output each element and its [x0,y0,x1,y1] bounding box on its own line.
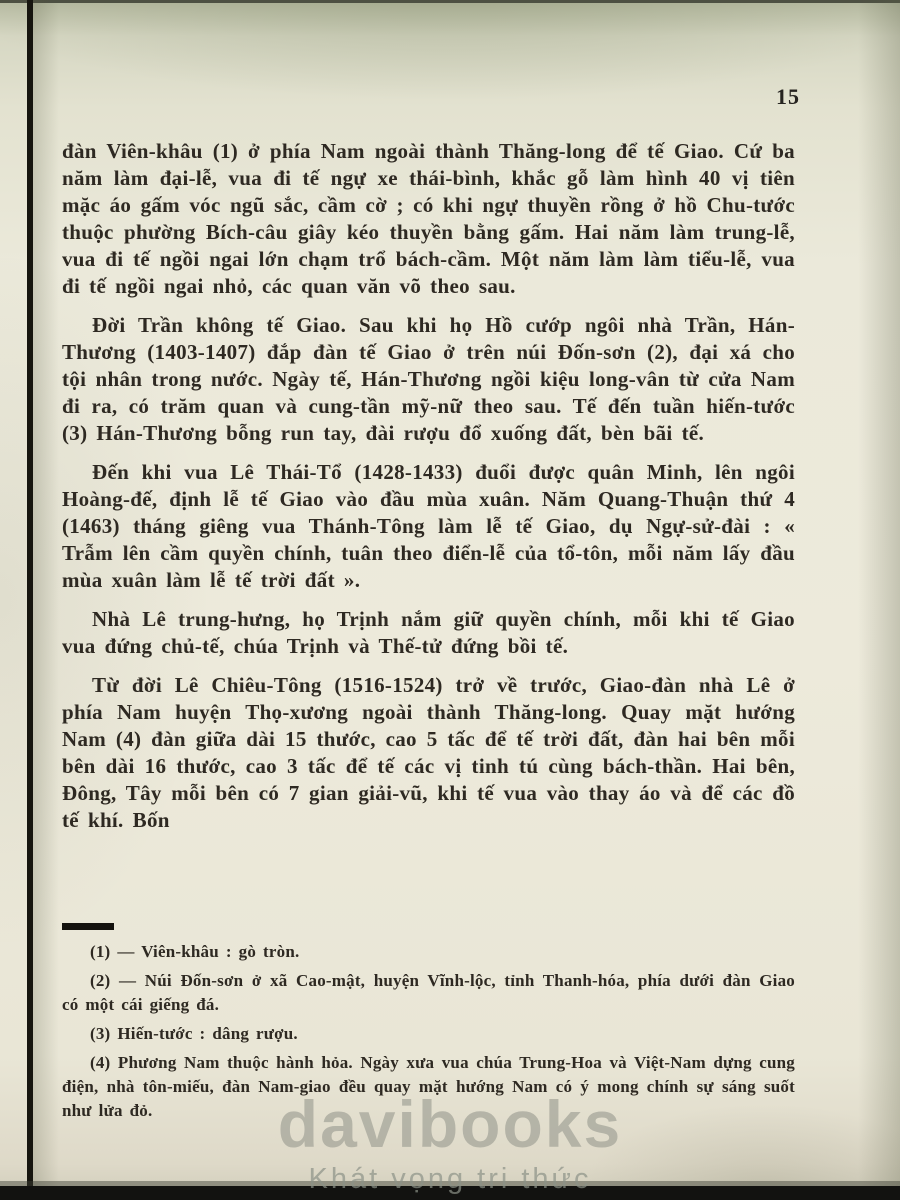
watermark-tagline: Khát vọng tri thức [308,1163,592,1195]
footnote: (1) — Viên-khâu : gò tròn. [90,942,300,961]
paragraph: Đời Trần không tế Giao. Sau khi họ Hồ cướp ngôi nhà Trần, Hán-Thương (1403-1407) đắp đàn tế Giao ở trên núi Đốn-sơn (2), đại xá cho tội nhân trong nước. Ngày tế, Hán-Thương ngồi kiệu long-vân từ cửa Nam đi ra, có trăm quan và cung-tần mỹ-nữ theo sau. Tế đến tuần hiến-tước (3) Hán-Thương bỗng run tay, đài rượu đổ xuống đất, bèn bãi tế. [62,313,795,445]
paragraph: Từ đời Lê Chiêu-Tông (1516-1524) trở về trước, Giao-đàn nhà Lê ở phía Nam huyện Thọ-xương ngoài thành Thăng-long. Quay mặt hướng Nam (4) đàn giữa dài 15 thước, cao 5 tấc để tế trời đất, đàn hai bên mỗi bên dài 16 thước, cao 3 tấc để tế các vị tinh tú cùng bách-thần. Hai bên, Đông, Tây mỗi bên có 7 gian giải-vũ, khi tế vua vào thay áo và để các đồ tế khí. Bốn [62,673,795,832]
footnotes [62,940,795,1128]
body-text [62,138,795,846]
paragraph: Nhà Lê trung-hưng, họ Trịnh nắm giữ quyền chính, mỗi khi tế Giao vua đứng chủ-tế, chúa Trịnh và Thế-tử đứng bồi tế. [62,607,795,658]
paragraph: đàn Viên-khâu (1) ở phía Nam ngoài thành Thăng-long để tế Giao. Cứ ba năm làm đại-lễ, vua đi tế ngự xe thái-bình, khắc gỗ làm hình 40 vị tiên mặc áo gấm vóc ngũ sắc, cầm cờ ; có khi ngự thuyền rồng ở hồ Chu-tước thuộc phường Bích-câu giây kéo thuyền bằng gấm. Hai năm làm trung-lễ, vua đi tế ngồi ngai lớn chạm trổ bách-cầm. Một năm làm làm tiểu-lễ, vua đi tế ngồi ngai nhỏ, các quan văn võ theo sau. [62,139,795,298]
footnote: (2) — Núi Đốn-sơn ở xã Cao-mật, huyện Vĩnh-lộc, tỉnh Thanh-hóa, phía dưới đàn Giao có một cái giếng đá. [62,971,795,1014]
scan-top-edge [0,0,900,3]
scan-left-shadow [33,0,59,1200]
paragraph: Đến khi vua Lê Thái-Tổ (1428-1433) đuổi được quân Minh, lên ngôi Hoàng-đế, định lễ tế Giao vào đầu mùa xuân. Năm Quang-Thuận thứ 4 (1463) tháng giêng vua Thánh-Tông làm lễ tế Giao, dụ Ngự-sử-đài : « Trẫm lên cầm quyền chính, tuân theo điển-lễ của tổ-tôn, mỗi năm lấy đầu mùa xuân làm lễ tế trời đất ». [62,460,795,592]
footnote: (4) Phương Nam thuộc hành hỏa. Ngày xưa vua chúa Trung-Hoa và Việt-Nam dựng cung điện, nhà tôn-miếu, đàn Nam-giao đều quay mặt hướng Nam có ý mong chính sự sáng suốt như lửa đỏ. [62,1053,795,1120]
scan-bottom-edge [0,1186,900,1200]
page-number: 15 [776,84,800,109]
footnote-separator-rule [62,923,114,930]
scan-left-binding-line [27,0,33,1192]
footnote: (3) Hiến-tước : dâng rượu. [90,1024,298,1043]
watermark-brand: davibooks [277,1087,623,1161]
scan-right-shadow [858,0,900,1200]
